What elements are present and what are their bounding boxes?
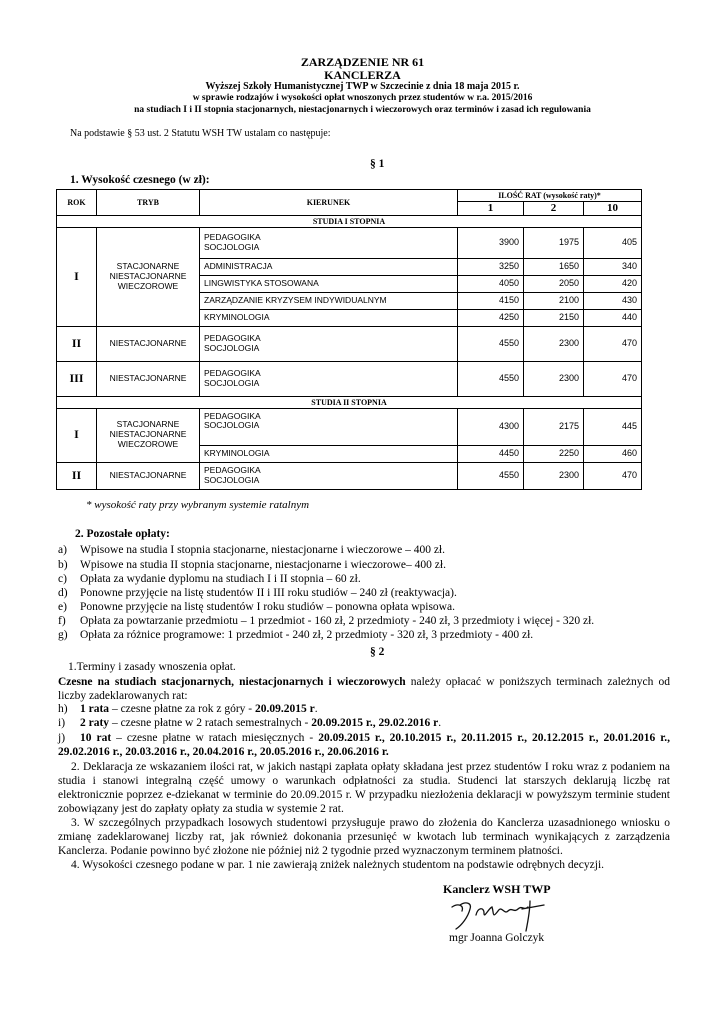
section-2-paragraph-4: 4. Wysokości czesnego podane w par. 1 nie zawierają zniżek należnych studentom na podstawie odrębnych decyzji. xyxy=(71,859,605,871)
list-item: e) Ponowne przyjęcie na listę studentów I roku studiów – ponowna opłata wpisowa. xyxy=(58,601,455,613)
rate-1-cell: 4250 xyxy=(458,309,524,326)
list-item: b) Wpisowe na studia II stopnia stacjonarne, niestacjonarne i wieczorowe– 400 zł. xyxy=(58,559,446,571)
kierunek-cell: PEDAGOGIKA SOCJOLOGIA xyxy=(200,361,458,396)
kierunek-cell: PEDAGOGIKA SOCJOLOGIA xyxy=(200,408,458,445)
rate-2-cell: 2100 xyxy=(524,292,584,309)
rate-2-cell: 1975 xyxy=(524,227,584,258)
tryb-cell: NIESTACJONARNE xyxy=(97,361,200,396)
list-item: c) Opłata za wydanie dyplomu na studiach I i II stopnia – 60 zł. xyxy=(58,573,361,585)
rate-1-cell: 3250 xyxy=(458,258,524,275)
rok-cell: I xyxy=(57,227,97,326)
rate-1-cell: 4150 xyxy=(458,292,524,309)
col-header-kierunek: KIERUNEK xyxy=(200,190,458,216)
rate-2-cell: 2300 xyxy=(524,462,584,489)
rate-10-cell: 445 xyxy=(584,408,642,445)
kierunek-cell: KRYMINOLOGIA xyxy=(200,445,458,462)
document-title: ZARZĄDZENIE NR 61 xyxy=(300,55,425,69)
rate-1-cell: 4550 xyxy=(458,326,524,361)
table-row xyxy=(57,361,642,396)
kierunek-cell: LINGWISTYKA STOSOWANA xyxy=(200,275,458,292)
section-label-studia-2: STUDIA II STOPNIA xyxy=(57,396,642,408)
rok-cell: I xyxy=(57,408,97,462)
section-2-mark: § 2 xyxy=(370,646,385,658)
header-line-3: na studiach I i II stopnia stacjonarnych, niestacjonarnych i wieczorowych oraz terminów i zasad ich regulowania xyxy=(134,105,591,115)
tryb-cell: STACJONARNE NIESTACJONARNE WIECZOROWE xyxy=(97,408,200,462)
list-item: a) Wpisowe na studia I stopnia stacjonarne, niestacjonarne i wieczorowe – 400 zł. xyxy=(58,544,446,556)
rok-cell: II xyxy=(57,326,97,361)
table-row xyxy=(57,408,642,445)
section-2-paragraph-1: Czesne na studiach stacjonarnych, niestacjonarnych i wieczorowych należy opłacać w poniższych terminach zależnych od liczby zadeklarowanych rat: xyxy=(58,676,670,702)
kierunek-cell: ADMINISTRACJA xyxy=(200,258,458,275)
rate-10-cell: 470 xyxy=(584,462,642,489)
rate-count-1: 1 xyxy=(458,202,524,216)
section-2-paragraph-3: 3. W szczególnych przypadkach losowych studentowi przysługuje prawo do złożenia do Kanclerza uzasadnionego wniosku o zmianę zadeklarowanej liczby rat, jak również dokonania przesunięć w kwotach lub terminach wynikających z zarządzenia Kanclerza. Podanie powinno być złożone nie później niż 2 tygodnie przed wyznaczonym terminem płatności. xyxy=(58,817,670,857)
section-2-paragraph-2: 2. Deklaracja ze wskazaniem ilości rat, w jakich nastąpi zapłata opłaty składana jest przez studentów I roku wraz z podaniem na studia i stanowi integralną część umowy o warunkach odpłatności za studia. Studenci lat starszych deklarują liczbę rat elektronicznie poprzez e-dziekanat w terminie do 20.09.2015 r. W przypadku niezłożenia deklaracji w powyższym terminie student zobowiązany jest do zapłaty opłaty za studia w systemie 2 rat. xyxy=(58,761,670,815)
table-footnote: * wysokość raty przy wybranym systemie ratalnym xyxy=(86,499,310,511)
list-item: f) Opłata za powtarzanie przedmiotu – 1 przedmiot - 160 zł, 2 przedmioty - 240 zł, 3 przedmioty i więcej - 320 zł. xyxy=(58,615,595,627)
rate-2-cell: 2300 xyxy=(524,326,584,361)
tryb-cell: NIESTACJONARNE xyxy=(97,462,200,489)
header-line-2: w sprawie rodzajów i wysokości opłat wnoszonych przez studentów w r.a. 2015/2016 xyxy=(192,93,533,103)
installment-10: j) 10 rat – czesne płatne w ratach miesięcznych - 20.09.2015 r., 20.10.2015 r., 20.11.2015 r., 20.12.2015 r., 20.01.2016 r., 29.02.2016 r., 20.03.2016 r., 20.04.2016 r., 20.05.2016 r., 20.06.2016 r. xyxy=(58,732,670,758)
rate-1-cell: 4550 xyxy=(458,361,524,396)
rate-count-2: 2 xyxy=(524,202,584,216)
rate-1-cell: 4300 xyxy=(458,408,524,445)
rate-1-cell: 3900 xyxy=(458,227,524,258)
table-row xyxy=(57,227,642,258)
section-1-mark: § 1 xyxy=(370,158,385,170)
rate-10-cell: 470 xyxy=(584,326,642,361)
document-subtitle: KANCLERZA xyxy=(324,68,401,82)
rate-1-cell: 4050 xyxy=(458,275,524,292)
signature-name: mgr Joanna Golczyk xyxy=(449,932,545,944)
rate-2-cell: 2300 xyxy=(524,361,584,396)
rate-2-cell: 2175 xyxy=(524,408,584,445)
kierunek-cell: PEDAGOGIKA SOCJOLOGIA xyxy=(200,227,458,258)
rok-cell: III xyxy=(57,361,97,396)
installment-2: i) 2 raty – czesne płatne w 2 ratach semestralnych - 20.09.2015 r., 29.02.2016 r. xyxy=(58,717,442,729)
rate-1-cell: 4550 xyxy=(458,462,524,489)
rate-count-10: 10 xyxy=(584,202,642,216)
rate-2-cell: 2150 xyxy=(524,309,584,326)
rate-10-cell: 430 xyxy=(584,292,642,309)
section-label-studia-1: STUDIA I STOPNIA xyxy=(57,215,642,227)
kierunek-cell: ZARZĄDZANIE KRYZYSEM INDYWIDUALNYM xyxy=(200,292,458,309)
table-row xyxy=(57,326,642,361)
kierunek-cell: PEDAGOGIKA SOCJOLOGIA xyxy=(200,326,458,361)
header-line-1: Wyższej Szkoły Humanistycznej TWP w Szczecinie z dnia 18 maja 2015 r. xyxy=(205,81,520,92)
rate-10-cell: 340 xyxy=(584,258,642,275)
section-2-title: 1.Terminy i zasady wnoszenia opłat. xyxy=(68,661,236,673)
kierunek-cell: PEDAGOGIKA SOCJOLOGIA xyxy=(200,462,458,489)
col-header-rok: ROK xyxy=(57,190,97,216)
intro-text: Na podstawie § 53 ust. 2 Statutu WSH TW ustalam co następuje: xyxy=(70,128,331,139)
section-1-heading: 1. Wysokość czesnego (w zł): xyxy=(70,174,210,186)
rate-2-cell: 2050 xyxy=(524,275,584,292)
signature-title: Kanclerz WSH TWP xyxy=(443,882,551,896)
handwritten-signature-icon xyxy=(448,897,553,933)
tryb-cell: NIESTACJONARNE xyxy=(97,326,200,361)
installment-1: h) 1 rata – czesne płatne za rok z góry - 20.09.2015 r. xyxy=(58,703,318,715)
kierunek-cell: KRYMINOLOGIA xyxy=(200,309,458,326)
col-header-tryb: TRYB xyxy=(97,190,200,216)
col-header-rates: ILOŚĆ RAT (wysokość raty)* xyxy=(458,190,642,202)
tuition-table xyxy=(56,189,642,490)
other-fees-heading: 2. Pozostałe opłaty: xyxy=(75,528,170,540)
rate-1-cell: 4450 xyxy=(458,445,524,462)
rate-10-cell: 460 xyxy=(584,445,642,462)
rate-10-cell: 420 xyxy=(584,275,642,292)
rate-2-cell: 2250 xyxy=(524,445,584,462)
rate-10-cell: 440 xyxy=(584,309,642,326)
list-item: g) Opłata za różnice programowe: 1 przedmiot - 240 zł, 2 przedmioty - 320 zł, 3 przedmioty - 400 zł. xyxy=(58,629,534,641)
list-item: d) Ponowne przyjęcie na listę studentów II i III roku studiów – 240 zł (reaktywacja). xyxy=(58,587,457,599)
rate-10-cell: 405 xyxy=(584,227,642,258)
table-row xyxy=(57,462,642,489)
rate-10-cell: 470 xyxy=(584,361,642,396)
rok-cell: II xyxy=(57,462,97,489)
rate-2-cell: 1650 xyxy=(524,258,584,275)
tryb-cell: STACJONARNE NIESTACJONARNE WIECZOROWE xyxy=(97,227,200,326)
